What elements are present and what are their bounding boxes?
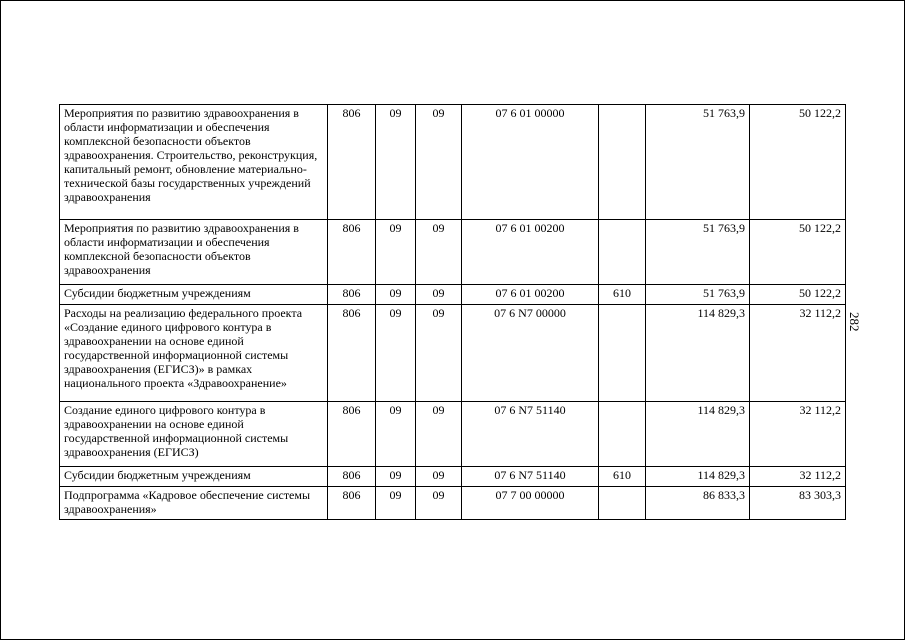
subsection-code: 09 [416,305,462,402]
ved-code: 806 [328,487,376,520]
budget-table [59,104,846,520]
row-name: Расходы на реализацию федерального проекта «Создание единого цифрового контура в здравоохранении на основе единой государственной информационной системы здравоохранения (ЕГИСЗ)» в рамках национального проекта «Здравоохранение» [60,305,328,402]
table-row [60,467,846,487]
amount-2: 32 112,2 [750,467,846,487]
row-name: Подпрограмма «Кадровое обеспечение системы здравоохранения» [60,487,328,520]
expense-type-code [599,402,646,467]
row-name: Мероприятия по развитию здравоохранения в области информатизации и обеспечения комплексной безопасности объектов здравоохранения. Строительство, реконструкция, капитальный ремонт, обновление материально-технической базы государственных учреждений здравоохранения [60,105,328,220]
target-article-code: 07 6 N7 00000 [462,305,599,402]
row-name: Мероприятия по развитию здравоохранения в области информатизации и обеспечения комплексной безопасности объектов здравоохранения [60,220,328,285]
table-row [60,105,846,220]
target-article-code: 07 7 00 00000 [462,487,599,520]
table-row [60,487,846,520]
subsection-code: 09 [416,467,462,487]
amount-1: 114 829,3 [646,467,750,487]
section-code: 09 [376,402,416,467]
ved-code: 806 [328,285,376,305]
amount-2: 32 112,2 [750,402,846,467]
section-code: 09 [376,305,416,402]
target-article-code: 07 6 N7 51140 [462,467,599,487]
ved-code: 806 [328,402,376,467]
amount-1: 51 763,9 [646,285,750,305]
amount-1: 114 829,3 [646,402,750,467]
amount-1: 51 763,9 [646,105,750,220]
section-code: 09 [376,220,416,285]
page-number: 282 [847,312,862,332]
table-row [60,305,846,402]
expense-type-code: 610 [599,467,646,487]
ved-code: 806 [328,105,376,220]
amount-1: 51 763,9 [646,220,750,285]
subsection-code: 09 [416,285,462,305]
ved-code: 806 [328,305,376,402]
amount-1: 86 833,3 [646,487,750,520]
expense-type-code [599,305,646,402]
expense-type-code [599,220,646,285]
expense-type-code: 610 [599,285,646,305]
subsection-code: 09 [416,105,462,220]
section-code: 09 [376,105,416,220]
amount-2: 50 122,2 [750,220,846,285]
section-code: 09 [376,285,416,305]
target-article-code: 07 6 01 00200 [462,220,599,285]
amount-2: 50 122,2 [750,105,846,220]
target-article-code: 07 6 N7 51140 [462,402,599,467]
table-row [60,220,846,285]
expense-type-code [599,487,646,520]
subsection-code: 09 [416,402,462,467]
ved-code: 806 [328,220,376,285]
row-name: Субсидии бюджетным учреждениям [60,285,328,305]
section-code: 09 [376,467,416,487]
table-row [60,402,846,467]
table-row [60,285,846,305]
expense-type-code [599,105,646,220]
section-code: 09 [376,487,416,520]
row-name: Субсидии бюджетным учреждениям [60,467,328,487]
row-name: Создание единого цифрового контура в здравоохранении на основе единой государственной информационной системы здравоохранения (ЕГИСЗ) [60,402,328,467]
ved-code: 806 [328,467,376,487]
amount-2: 83 303,3 [750,487,846,520]
amount-2: 50 122,2 [750,285,846,305]
target-article-code: 07 6 01 00000 [462,105,599,220]
subsection-code: 09 [416,487,462,520]
subsection-code: 09 [416,220,462,285]
amount-2: 32 112,2 [750,305,846,402]
target-article-code: 07 6 01 00200 [462,285,599,305]
amount-1: 114 829,3 [646,305,750,402]
